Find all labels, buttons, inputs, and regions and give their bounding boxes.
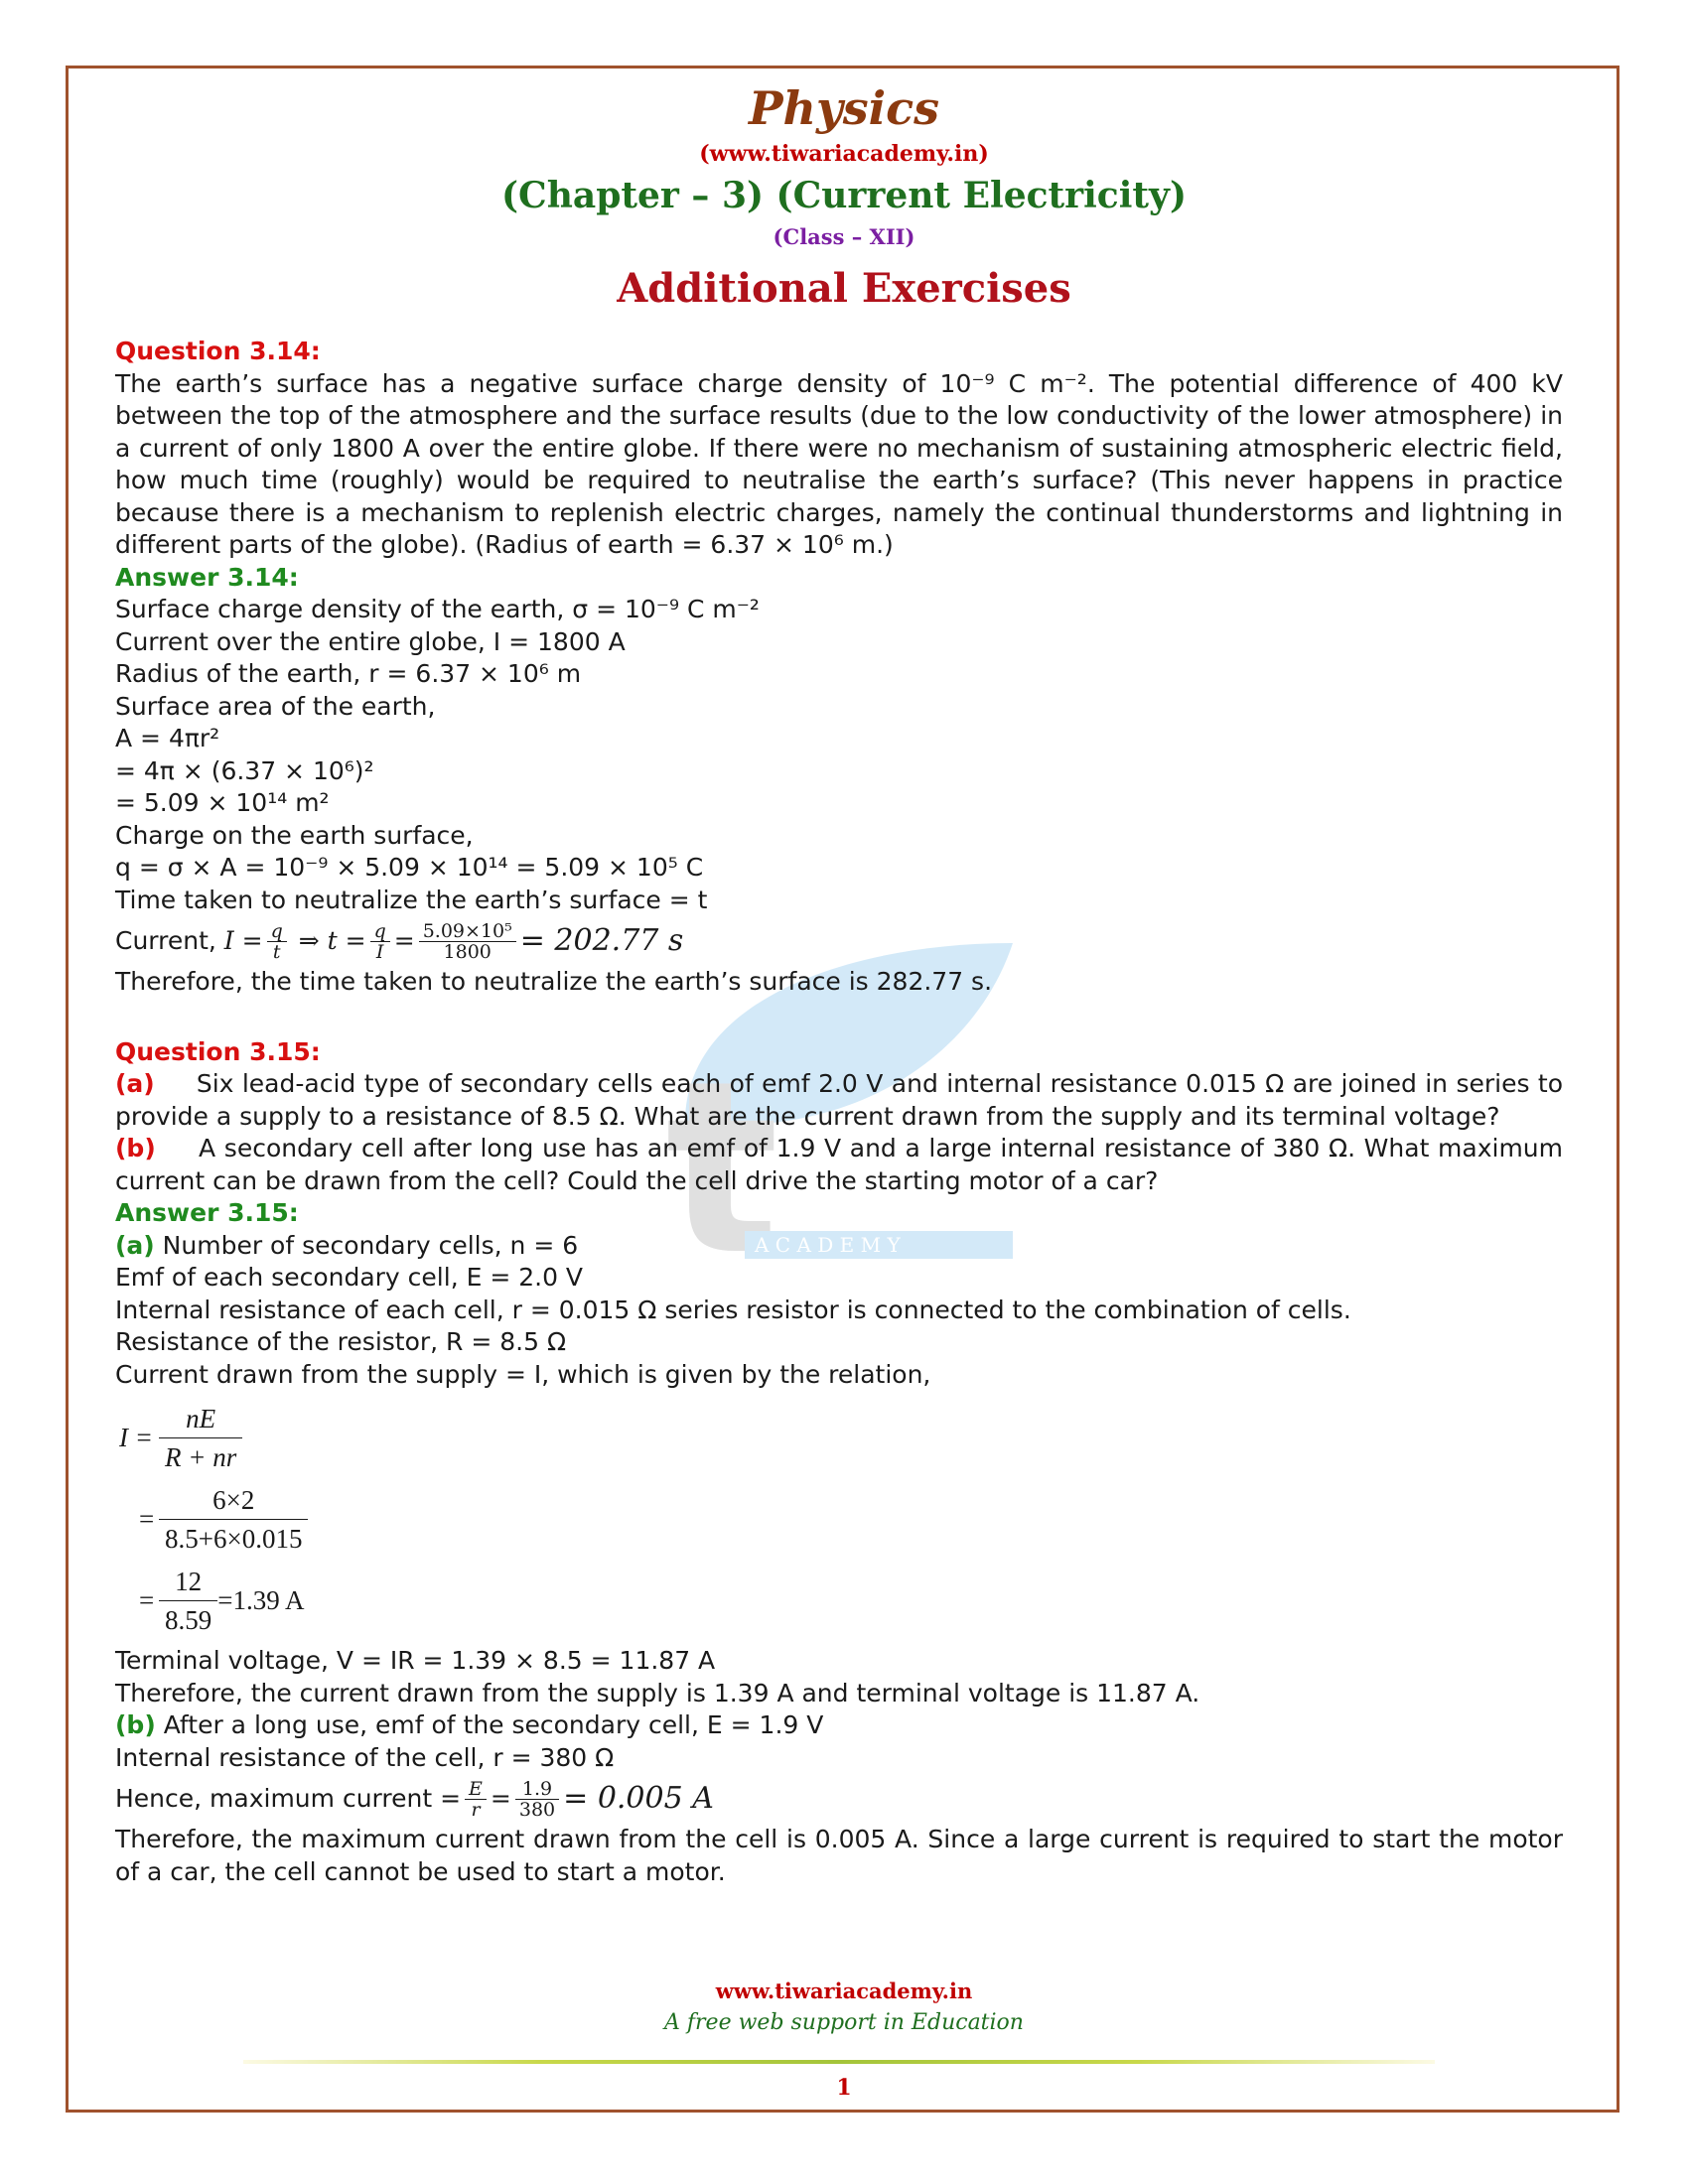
fraction-q-over-t <box>267 921 287 962</box>
answer-line: A = 4πr² <box>115 724 220 752</box>
formula-result: =1.39 A <box>217 1584 305 1615</box>
answer-line: q = σ × A = 10⁻⁹ × 5.09 × 10¹⁴ = 5.09 × 10⁵ C <box>115 853 704 882</box>
fraction-numerator: 12 <box>159 1565 217 1601</box>
current-equation-prefix: Current, <box>115 925 224 955</box>
answer-3-14-conclusion: Therefore, the time taken to neutralize the earth’s surface is 282.77 s. <box>115 967 993 996</box>
fraction-denominator: I <box>375 940 384 963</box>
question-3-14-text: The earth’s surface has a negative surface charge density of 10⁻⁹ C m⁻². The potential difference of 400 kV between the top of the atmosphere and the surface results (due to the low conductivity of the lower atmosphere) in a current of only 1800 A over the entire globe. If there were no mechanism of sustaining atmospheric electric field, how much time (roughly) would be required to neutralise the earth’s surface? (This never happens in practice because there is a mechanism to replenish electric charges, namely the continual thunderstorms and lightning in different parts of the globe). (Radius of earth = 6.37 × 10⁶ m.) <box>115 368 1563 559</box>
answer-line: Surface charge density of the earth, σ = 10⁻⁹ C m⁻² <box>115 595 760 623</box>
fraction-denominator: t <box>272 940 281 963</box>
current-equation <box>115 916 1563 966</box>
fraction-numerator: E <box>465 1779 487 1800</box>
current-i-eq: I = <box>223 925 263 955</box>
answer-line: Radius of the earth, r = 6.37 × 10⁶ m <box>115 659 582 688</box>
answer-line: Current over the entire globe, I = 1800 A <box>115 626 626 656</box>
fraction-numerator: 1.9 <box>515 1779 559 1800</box>
answer-line: Resistance of the resistor, R = 8.5 Ω <box>115 1327 567 1356</box>
formula-fraction <box>159 1483 308 1556</box>
fraction-q-over-i <box>370 921 390 962</box>
max-current-result: = 0.005 A <box>563 1780 714 1816</box>
footer-website: www.tiwariacademy.in <box>715 1979 973 2003</box>
formula-row <box>119 1397 1563 1478</box>
section-title: Additional Exercises <box>617 265 1071 312</box>
question-3-15-heading: Question 3.15: <box>115 1036 321 1066</box>
answer-line <box>115 1230 1563 1263</box>
part-b-text: A secondary cell after long use has an emf of 1.9 V and a large internal resistance of 380 Ω. What maximum current can be drawn from the cell? Could the cell drive the starting motor of a car? <box>115 1134 1563 1195</box>
fraction-emf-over-resistance <box>515 1779 559 1820</box>
part-a-label: (a) <box>115 1069 155 1098</box>
formula-fraction <box>159 1402 242 1474</box>
answer-part-b-first-line: After a long use, emf of the secondary cell, E = 1.9 V <box>155 1710 824 1739</box>
time-result: = 202.77 s <box>519 922 684 958</box>
answer-3-15-conclusion: Therefore, the maximum current drawn from the cell is 0.005 A. Since a large current is required to start the motor of a car, the cell cannot be used to start a motor. <box>115 1825 1563 1886</box>
fraction-denominator: 8.5+6×0.015 <box>165 1523 303 1554</box>
question-3-14-heading: Question 3.14: <box>115 337 321 365</box>
question-3-15-part-b <box>115 1133 1563 1197</box>
fraction-numerator: nE <box>159 1402 242 1438</box>
fraction-numerator: q <box>267 921 287 942</box>
formula-fraction <box>159 1565 217 1637</box>
fraction-e-over-r <box>465 1779 487 1820</box>
footer-divider <box>243 2060 1435 2064</box>
page-number: 1 <box>836 2075 852 2101</box>
answer-line: Charge on the earth surface, <box>115 820 474 850</box>
answer-line: Internal resistance of each cell, r = 0.015 Ω series resistor is connected to the combination of cells. <box>115 1295 1351 1324</box>
answer-3-15-heading: Answer 3.15: <box>115 1198 299 1227</box>
subject-title: Physics <box>748 81 940 135</box>
answer-line: = 5.09 × 10¹⁴ m² <box>115 788 330 817</box>
answer-line <box>115 1709 1563 1742</box>
equals-sign: = <box>139 1584 155 1615</box>
fraction-denominator: 8.59 <box>165 1604 212 1635</box>
formula-lhs: I = <box>119 1422 153 1452</box>
answer-line: Therefore, the current drawn from the supply is 1.39 A and terminal voltage is 11.87 A. <box>115 1678 1200 1707</box>
fraction-numerator: 6×2 <box>159 1483 308 1520</box>
fraction-denominator: r <box>471 1798 481 1821</box>
fraction-numerator: 5.09×10⁵ <box>419 921 516 942</box>
answer-line: Emf of each secondary cell, E = 2.0 V <box>115 1263 584 1292</box>
implies-t-eq: ⇒ t = <box>298 925 366 955</box>
watermark-letter: t <box>665 1029 779 1307</box>
answer-line: Surface area of the earth, <box>115 691 436 721</box>
formula-row <box>119 1560 1563 1641</box>
question-3-15-part-a <box>115 1068 1563 1133</box>
fraction-denominator: 380 <box>518 1798 556 1821</box>
answer-part-a-first-line: Number of secondary cells, n = 6 <box>154 1230 579 1260</box>
equals-sign: = <box>490 1783 511 1813</box>
answer-line: Internal resistance of the cell, r = 380 Ω <box>115 1742 615 1772</box>
fraction-numerator: q <box>370 921 390 942</box>
part-b-label: (b) <box>115 1134 156 1162</box>
answer-3-14-heading: Answer 3.14: <box>115 562 299 592</box>
page-footer <box>0 1976 1688 2039</box>
answer-line: Time taken to neutralize the earth’s surface = t <box>115 885 708 914</box>
max-current-equation <box>115 1774 1563 1824</box>
equals-sign: = <box>393 925 415 955</box>
answer-line: = 4π × (6.37 × 10⁶)² <box>115 755 374 785</box>
fraction-denominator: 1800 <box>443 940 492 963</box>
page-content <box>115 336 1563 1888</box>
fraction-charge-over-current <box>419 921 516 962</box>
class-label: (Class – XII) <box>773 224 915 249</box>
header-website: (www.tiwariacademy.in) <box>699 141 989 167</box>
max-current-prefix: Hence, maximum current = <box>115 1783 462 1813</box>
answer-line: Terminal voltage, V = IR = 1.39 × 8.5 = 11.87 A <box>115 1646 716 1675</box>
footer-tagline: A free web support in Education <box>664 2010 1024 2035</box>
equals-sign: = <box>139 1503 155 1534</box>
page-header <box>0 79 1688 318</box>
chapter-title: (Chapter – 3) (Current Electricity) <box>501 175 1187 216</box>
answer-line: Current drawn from the supply = I, which is given by the relation, <box>115 1359 931 1389</box>
watermark-academy-text: A C A D E M Y <box>755 1233 901 1257</box>
part-a-text: Six lead-acid type of secondary cells each of emf 2.0 V and internal resistance 0.015 Ω are joined in series to provide a supply to a resistance of 8.5 Ω. What are the current drawn from the supply and its terminal voltage? <box>115 1069 1564 1131</box>
fraction-denominator: R + nr <box>165 1441 237 1472</box>
answer-part-a-label: (a) <box>115 1230 155 1260</box>
formula-row <box>119 1478 1563 1560</box>
answer-part-b-label: (b) <box>115 1710 156 1739</box>
current-formula-block <box>119 1397 1563 1641</box>
